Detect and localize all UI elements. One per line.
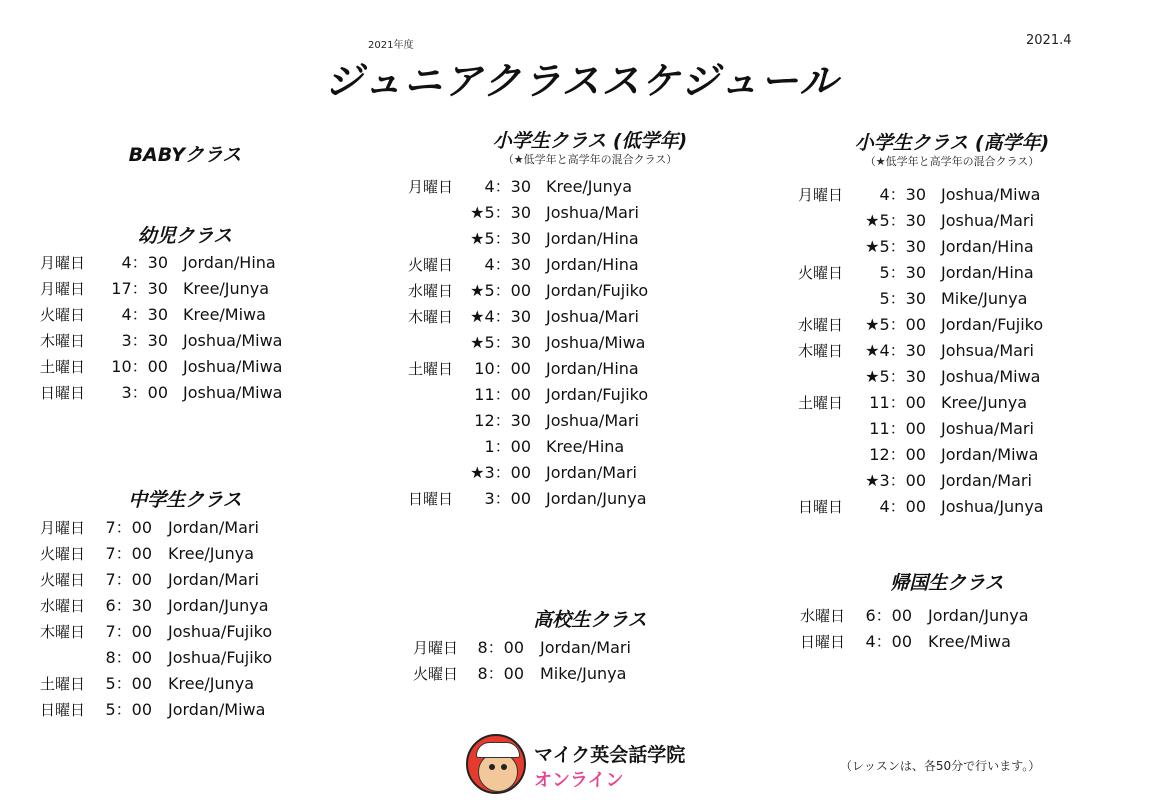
day-label: 水曜日 [800,607,846,625]
teachers-label: Joshua/Miwa [183,357,283,376]
infant-schedule [40,250,340,406]
teachers-label: Joshua/Miwa [546,333,646,352]
day-label: 土曜日 [408,360,454,378]
time-label: 7：00 [105,544,152,563]
time-label: 4：30 [121,253,168,272]
schedule-row [798,494,1118,520]
high-class-title: 高校生クラス [533,609,647,631]
time-label: 8：00 [105,648,152,667]
day-label: 土曜日 [798,394,844,412]
day-label: 水曜日 [408,282,454,300]
day-label: 月曜日 [798,186,844,204]
schedule-row [408,278,728,304]
schedule-row [40,593,340,619]
teachers-label: Joshua/Fujiko [168,622,273,641]
schedule-row [408,226,728,252]
teachers-label: Kree/Miwa [928,632,1011,651]
teachers-label: Jordan/Hina [941,263,1034,282]
time-label: 7：00 [105,622,152,641]
schedule-row [413,635,713,661]
teachers-label: Jordan/Hina [941,237,1034,256]
time-label: 3：30 [121,331,168,350]
day-label: 日曜日 [798,498,844,516]
time-label: ★4：30 [470,307,531,326]
teachers-label: Mike/Junya [941,289,1028,308]
teachers-label: Joshua/Fujiko [168,648,273,667]
infant-class-title: 幼児クラス [137,225,233,247]
teachers-label: Kree/Junya [183,279,270,298]
schedule-row [800,629,1100,655]
time-label: 4：30 [484,177,531,196]
schedule-row [40,541,340,567]
teachers-label: Joshua/Miwa [183,331,283,350]
time-label: 8：00 [477,638,524,657]
day-label: 月曜日 [408,178,454,196]
schedule-row [408,408,728,434]
schedule-row [798,286,1118,312]
schedule-row [798,390,1118,416]
page-title: ジュニアクラススケジュール [324,59,840,103]
schedule-row [40,354,340,380]
day-label: 月曜日 [413,639,459,657]
schedule-row [798,208,1118,234]
time-label: 4：30 [879,185,926,204]
day-label: 火曜日 [408,256,454,274]
day-label: 火曜日 [798,264,844,282]
elem-high-class-title: 小学生クラス (高学年) [854,132,1050,154]
middle-class-title: 中学生クラス [128,489,242,511]
schedule-row [798,182,1118,208]
time-label: ★3：00 [865,471,926,490]
elem-high-note: （★低学年と高学年の混合クラス） [864,155,1040,168]
schedule-row [798,312,1118,338]
teachers-label: Jordan/Junya [928,606,1029,625]
teachers-label: Jordan/Mari [941,471,1032,490]
issue-date: 2021.4 [1026,33,1072,48]
schedule-row [40,645,340,671]
schedule-row [40,380,340,406]
year-label: 2021年度 [368,40,414,51]
day-label: 月曜日 [40,519,86,537]
baby-class-title: BABYクラス [128,144,242,166]
time-label: 4：00 [865,632,912,651]
schedule-row [408,460,728,486]
time-label: 7：00 [105,518,152,537]
time-label: 5：30 [879,289,926,308]
teachers-label: Kree/Junya [941,393,1028,412]
teachers-label: Joshua/Junya [941,497,1044,516]
day-label: 火曜日 [40,545,86,563]
schedule-row [40,619,340,645]
time-label: ★5：30 [865,211,926,230]
time-label: 11：00 [869,419,926,438]
day-label: 火曜日 [40,306,86,324]
schedule-row [798,260,1118,286]
time-label: 1：00 [484,437,531,456]
schedule-row [408,200,728,226]
teachers-label: Jordan/Hina [183,253,276,272]
schedule-row [408,356,728,382]
teachers-label: Jordan/Hina [546,255,639,274]
day-label: 木曜日 [40,332,86,350]
schedule-row [798,338,1118,364]
time-label: ★3：00 [470,463,531,482]
schedule-row [40,302,340,328]
teachers-label: Joshua/Miwa [183,383,283,402]
schedule-row [40,250,340,276]
teachers-label: Jordan/Hina [546,359,639,378]
schedule-row [798,416,1118,442]
schedule-row [800,603,1100,629]
teachers-label: Joshua/Mari [546,411,639,430]
schedule-row [408,382,728,408]
day-label: 木曜日 [798,342,844,360]
teachers-label: Jordan/Miwa [168,700,266,719]
returnee-class-title: 帰国生クラス [890,572,1004,594]
time-label: 8：00 [477,664,524,683]
teachers-label: Joshua/Miwa [941,185,1041,204]
day-label: 土曜日 [40,675,86,693]
schedule-row [40,697,340,723]
time-label: 5：30 [879,263,926,282]
teachers-label: Jordan/Fujiko [546,281,649,300]
lesson-duration-note: （レッスンは、各50分で行います。） [840,759,1041,773]
teachers-label: Jordan/Mari [168,570,259,589]
day-label: 月曜日 [40,254,86,272]
time-label: 3：00 [121,383,168,402]
schedule-row [408,252,728,278]
day-label: 火曜日 [40,571,86,589]
time-label: 12：00 [869,445,926,464]
teachers-label: Joshua/Miwa [941,367,1041,386]
time-label: 6：30 [105,596,152,615]
time-label: 10：00 [111,357,168,376]
schedule-row [40,671,340,697]
middle-schedule [40,515,340,723]
teachers-label: Jordan/Junya [546,489,647,508]
time-label: 12：30 [474,411,531,430]
time-label: ★5：30 [865,367,926,386]
schedule-row [413,661,713,687]
teachers-label: Kree/Hina [546,437,625,456]
teachers-label: Johsua/Mari [941,341,1034,360]
day-label: 水曜日 [40,597,86,615]
dog-mascot-icon [466,734,526,794]
day-label: 日曜日 [40,701,86,719]
time-label: 10：00 [474,359,531,378]
elem-low-note: （★低学年と高学年の混合クラス） [502,153,678,166]
teachers-label: Jordan/Mari [168,518,259,537]
teachers-label: Jordan/Hina [546,229,639,248]
time-label: ★5：30 [470,203,531,222]
schedule-row [408,330,728,356]
day-label: 木曜日 [408,308,454,326]
teachers-label: Kree/Junya [168,674,255,693]
time-label: ★4：30 [865,341,926,360]
time-label: 4：30 [484,255,531,274]
teachers-label: Jordan/Fujiko [546,385,649,404]
time-label: 7：00 [105,570,152,589]
time-label: ★5：30 [470,333,531,352]
high-school-schedule [413,635,713,687]
logo-online-label: オンライン [534,770,624,791]
elem-low-schedule [408,174,728,512]
day-label: 水曜日 [798,316,844,334]
time-label: 17：30 [111,279,168,298]
day-label: 土曜日 [40,358,86,376]
time-label: 4：30 [121,305,168,324]
schedule-row [40,567,340,593]
schedule-row [408,304,728,330]
schedule-row [408,174,728,200]
teachers-label: Joshua/Mari [546,203,639,222]
teachers-label: Jordan/Miwa [941,445,1039,464]
teachers-label: Jordan/Fujiko [941,315,1044,334]
elem-low-class-title: 小学生クラス (低学年) [492,130,688,152]
day-label: 月曜日 [40,280,86,298]
time-label: ★5：00 [470,281,531,300]
schedule-row [40,276,340,302]
school-logo [466,732,706,796]
time-label: 11：00 [474,385,531,404]
teachers-label: Kree/Miwa [183,305,266,324]
schedule-row [408,434,728,460]
time-label: 11：00 [869,393,926,412]
schedule-row [408,486,728,512]
time-label: ★5：00 [865,315,926,334]
day-label: 日曜日 [408,490,454,508]
schedule-row [798,364,1118,390]
schedule-row [40,515,340,541]
day-label: 木曜日 [40,623,86,641]
teachers-label: Kree/Junya [546,177,633,196]
teachers-label: Joshua/Mari [941,419,1034,438]
schedule-row [798,442,1118,468]
schedule-row [798,234,1118,260]
time-label: 5：00 [105,700,152,719]
teachers-label: Jordan/Mari [540,638,631,657]
teachers-label: Jordan/Mari [546,463,637,482]
day-label: 火曜日 [413,665,459,683]
time-label: 3：00 [484,489,531,508]
teachers-label: Jordan/Junya [168,596,269,615]
teachers-label: Kree/Junya [168,544,255,563]
teachers-label: Mike/Junya [540,664,627,683]
time-label: ★5：30 [865,237,926,256]
time-label: 5：00 [105,674,152,693]
returnee-schedule [800,603,1100,655]
teachers-label: Joshua/Mari [546,307,639,326]
elem-high-schedule [798,182,1118,520]
time-label: ★5：30 [470,229,531,248]
day-label: 日曜日 [40,384,86,402]
time-label: 6：00 [865,606,912,625]
schedule-row [40,328,340,354]
logo-school-name: マイク英会話学院 [534,744,686,766]
day-label: 日曜日 [800,633,846,651]
schedule-row [798,468,1118,494]
teachers-label: Joshua/Mari [941,211,1034,230]
time-label: 4：00 [879,497,926,516]
